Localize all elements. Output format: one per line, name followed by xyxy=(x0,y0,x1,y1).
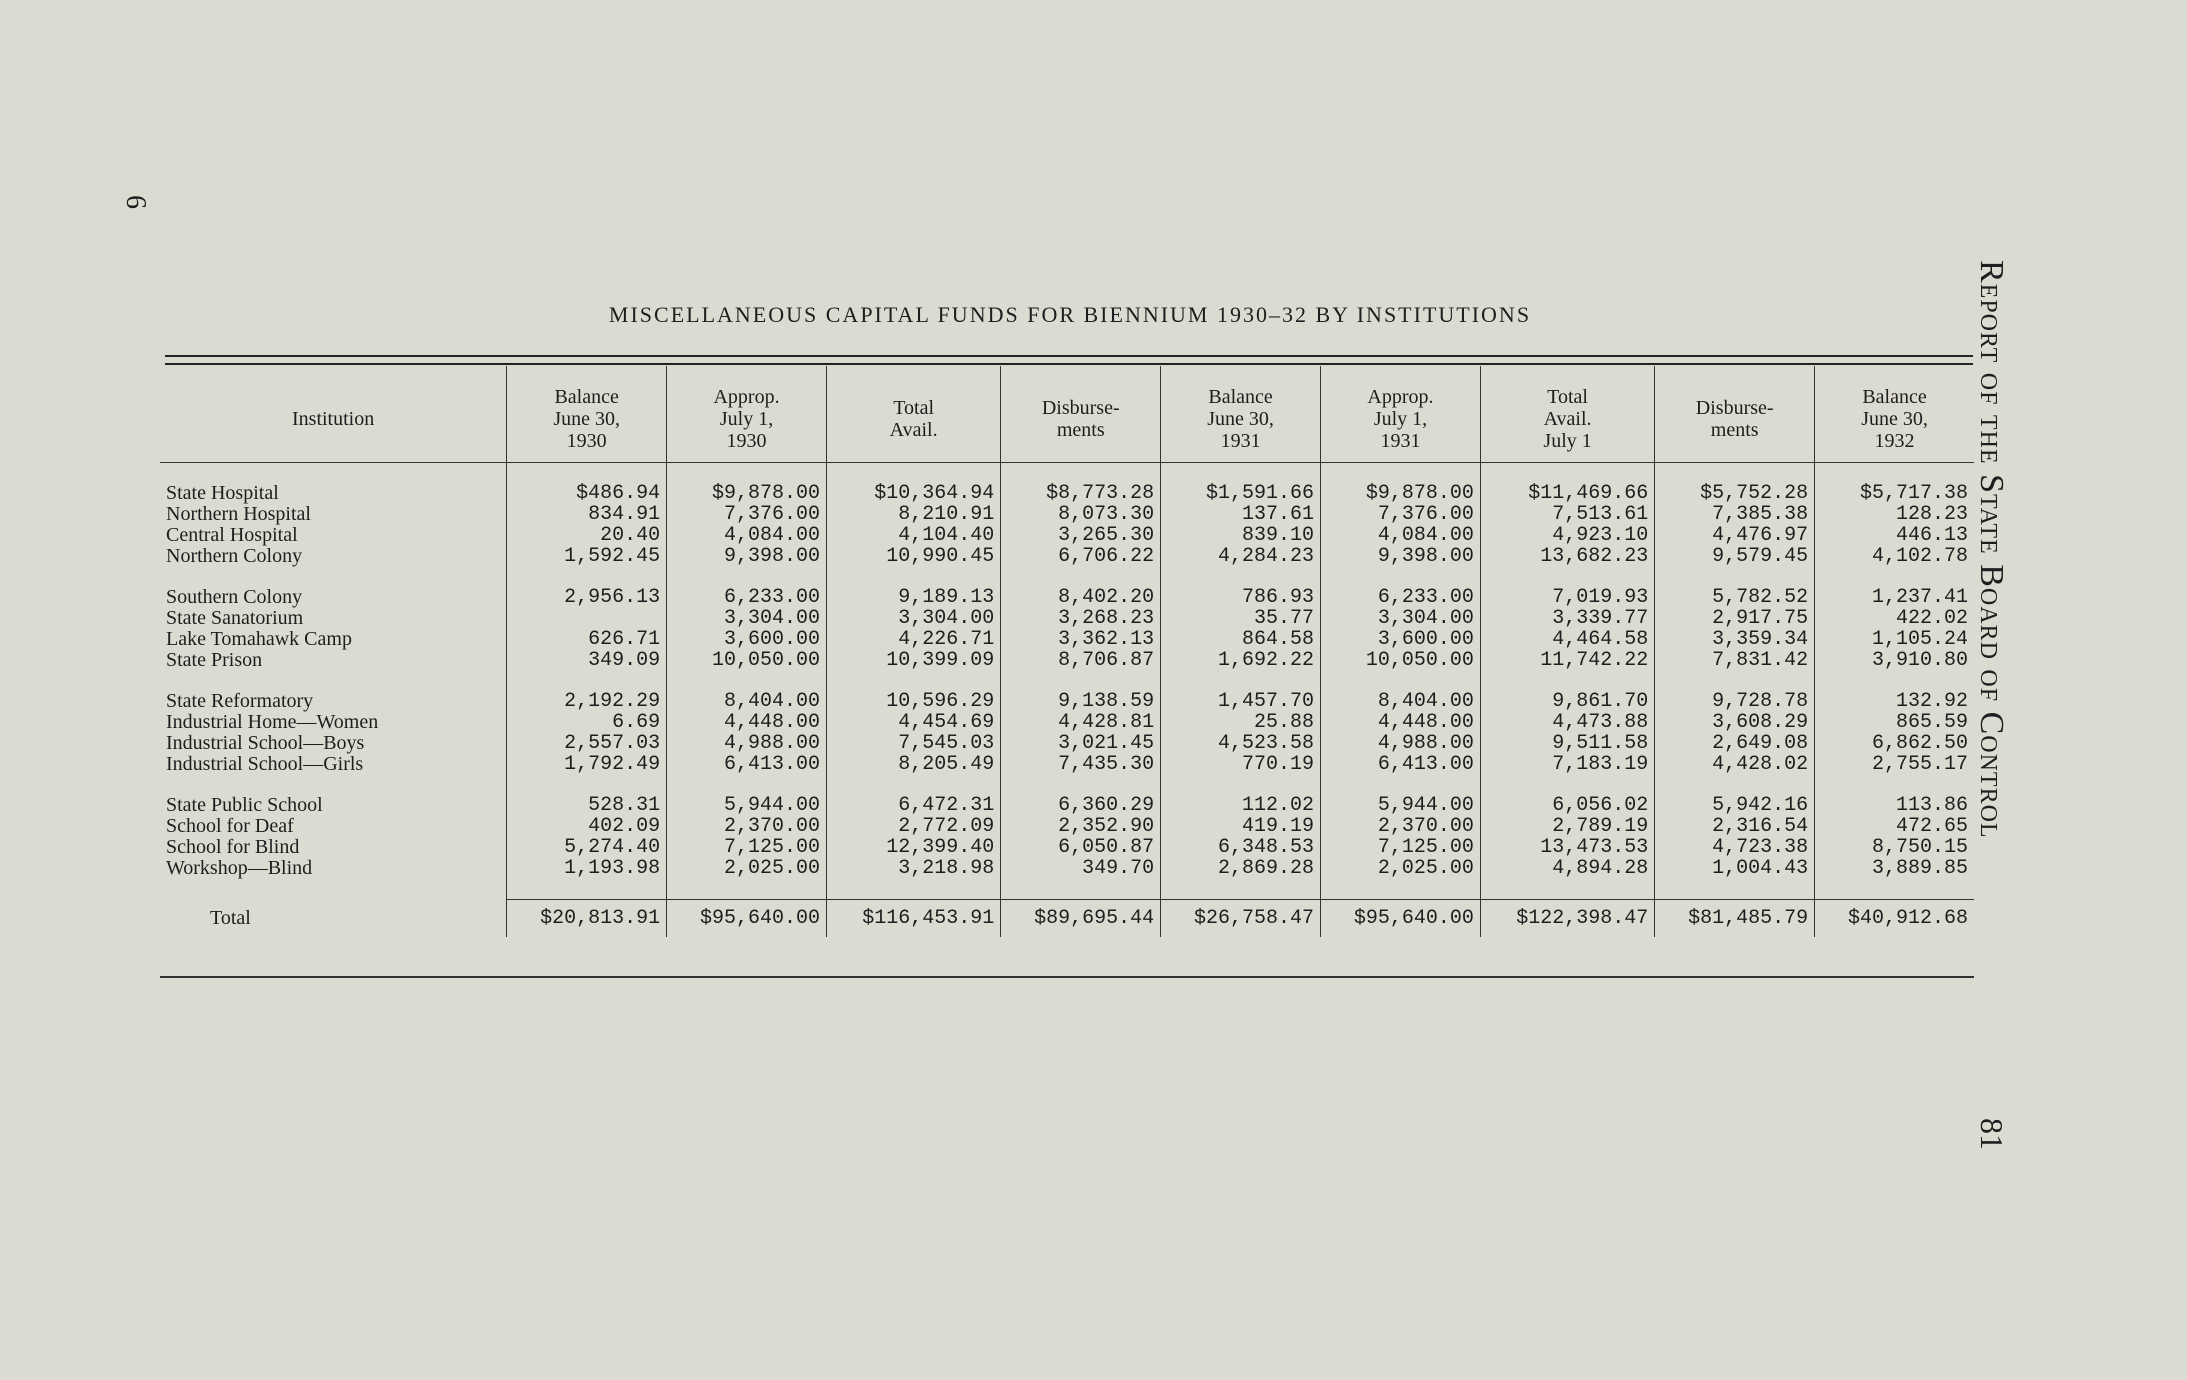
amount-cell: 4,473.88 xyxy=(1480,712,1654,733)
amount-cell: 528.31 xyxy=(507,795,667,816)
amount-cell: 10,399.09 xyxy=(826,650,1000,671)
table-row xyxy=(160,795,1974,816)
amount-cell: 6,348.53 xyxy=(1161,837,1321,858)
total-amount: $26,758.47 xyxy=(1161,900,1321,938)
amount-cell: 6,050.87 xyxy=(1001,837,1161,858)
amount-cell: 4,084.00 xyxy=(1321,525,1481,546)
amount-cell: 9,728.78 xyxy=(1655,691,1815,712)
amount-cell: 4,102.78 xyxy=(1815,546,1974,567)
spacer-cell xyxy=(667,671,827,691)
total-amount: $122,398.47 xyxy=(1480,900,1654,938)
amount-cell: 626.71 xyxy=(507,629,667,650)
amount-cell: 4,894.28 xyxy=(1480,858,1654,879)
amount-cell: 472.65 xyxy=(1815,816,1974,837)
spacer-cell xyxy=(160,671,507,691)
spacer-cell xyxy=(826,671,1000,691)
column-header: Disburse- ments xyxy=(1001,366,1161,463)
table-row xyxy=(160,733,1974,754)
amount-cell: 5,274.40 xyxy=(507,837,667,858)
table-row xyxy=(160,504,1974,525)
spacer-cell xyxy=(1655,463,1815,484)
amount-cell: 4,284.23 xyxy=(1161,546,1321,567)
table-row xyxy=(160,691,1974,712)
amount-cell: 6,862.50 xyxy=(1815,733,1974,754)
table-row xyxy=(160,608,1974,629)
group-spacer xyxy=(160,463,1974,484)
amount-cell: 422.02 xyxy=(1815,608,1974,629)
amount-cell: 3,265.30 xyxy=(1001,525,1161,546)
amount-cell: 2,755.17 xyxy=(1815,754,1974,775)
amount-cell: 3,304.00 xyxy=(826,608,1000,629)
amount-cell: 4,476.97 xyxy=(1655,525,1815,546)
amount-cell: 7,545.03 xyxy=(826,733,1000,754)
amount-cell: 4,988.00 xyxy=(1321,733,1481,754)
amount-cell: 6,233.00 xyxy=(667,587,827,608)
amount-cell: 2,772.09 xyxy=(826,816,1000,837)
page-number: 81 xyxy=(1974,1118,2010,1150)
institution-name: Workshop—Blind xyxy=(166,857,313,879)
bottom-rule xyxy=(160,976,1974,978)
spacer-cell xyxy=(1815,567,1974,587)
amount-cell: 4,104.40 xyxy=(826,525,1000,546)
amount-cell: 4,454.69 xyxy=(826,712,1000,733)
amount-cell: 3,021.45 xyxy=(1001,733,1161,754)
spacer-cell xyxy=(667,567,827,587)
amount-cell: 4,988.00 xyxy=(667,733,827,754)
amount-cell: 4,464.58 xyxy=(1480,629,1654,650)
column-header: Total Avail. xyxy=(826,366,1000,463)
amount-cell: 6,472.31 xyxy=(826,795,1000,816)
amount-cell: 6,413.00 xyxy=(667,754,827,775)
amount-cell: 839.10 xyxy=(1161,525,1321,546)
amount-cell: 2,025.00 xyxy=(1321,858,1481,879)
total-amount: $40,912.68 xyxy=(1815,900,1974,938)
amount-cell: 7,376.00 xyxy=(1321,504,1481,525)
amount-cell: 10,990.45 xyxy=(826,546,1000,567)
amount-cell: 7,376.00 xyxy=(667,504,827,525)
amount-cell: 8,404.00 xyxy=(667,691,827,712)
amount-cell: 5,942.16 xyxy=(1655,795,1815,816)
spacer-cell xyxy=(1480,671,1654,691)
amount-cell: 10,596.29 xyxy=(826,691,1000,712)
amount-cell: 112.02 xyxy=(1161,795,1321,816)
amount-cell: 8,706.87 xyxy=(1001,650,1161,671)
amount-cell: 1,193.98 xyxy=(507,858,667,879)
spacer-cell xyxy=(1001,879,1161,900)
amount-cell: 2,370.00 xyxy=(667,816,827,837)
amount-cell: 419.19 xyxy=(1161,816,1321,837)
spacer-cell xyxy=(507,463,667,484)
running-header-text: Report of the State Board of Control xyxy=(1973,260,2010,839)
spacer-cell xyxy=(1655,775,1815,795)
spacer-cell xyxy=(160,879,507,900)
amount-cell: 20.40 xyxy=(507,525,667,546)
amount-cell: 8,073.30 xyxy=(1001,504,1161,525)
table-row xyxy=(160,546,1974,567)
amount-cell: 5,782.52 xyxy=(1655,587,1815,608)
amount-cell: 349.09 xyxy=(507,650,667,671)
spacer-cell xyxy=(1321,879,1481,900)
institution-name: Central Hospital xyxy=(166,524,298,546)
column-header: Balance June 30, 1932 xyxy=(1815,366,1974,463)
spacer-cell xyxy=(1161,879,1321,900)
total-row xyxy=(160,900,1974,938)
spacer-cell xyxy=(1321,671,1481,691)
amount-cell: 8,210.91 xyxy=(826,504,1000,525)
amount-cell: $8,773.28 xyxy=(1001,483,1161,504)
table-body xyxy=(160,463,1974,938)
amount-cell: 6,706.22 xyxy=(1001,546,1161,567)
amount-cell xyxy=(507,608,667,629)
institution-name: Industrial School—Boys xyxy=(166,732,365,754)
column-header: Balance June 30, 1931 xyxy=(1161,366,1321,463)
amount-cell: $10,364.94 xyxy=(826,483,1000,504)
amount-cell: $486.94 xyxy=(507,483,667,504)
amount-cell: 2,557.03 xyxy=(507,733,667,754)
amount-cell: 3,218.98 xyxy=(826,858,1000,879)
institution-name: Industrial Home—Women xyxy=(166,711,379,733)
amount-cell: 786.93 xyxy=(1161,587,1321,608)
table-title: MISCELLANEOUS CAPITAL FUNDS FOR BIENNIUM 1930–32 BY INSTITUTIONS xyxy=(608,302,1532,327)
amount-cell: 3,268.23 xyxy=(1001,608,1161,629)
amount-cell: 1,457.70 xyxy=(1161,691,1321,712)
amount-cell: 1,792.49 xyxy=(507,754,667,775)
spacer-cell xyxy=(507,879,667,900)
amount-cell: 4,428.02 xyxy=(1655,754,1815,775)
table-row xyxy=(160,754,1974,775)
institution-name: Lake Tomahawk Camp xyxy=(166,628,352,650)
spacer-cell xyxy=(667,775,827,795)
spacer-cell xyxy=(507,567,667,587)
spacer-cell xyxy=(1655,879,1815,900)
group-spacer xyxy=(160,879,1974,900)
group-spacer xyxy=(160,775,1974,795)
amount-cell: 8,205.49 xyxy=(826,754,1000,775)
total-amount: $20,813.91 xyxy=(507,900,667,938)
institution-name: Northern Hospital xyxy=(166,503,311,525)
amount-cell: 3,304.00 xyxy=(1321,608,1481,629)
amount-cell: 3,359.34 xyxy=(1655,629,1815,650)
amount-cell: 3,339.77 xyxy=(1480,608,1654,629)
header-row xyxy=(160,366,1974,463)
spacer-cell xyxy=(1815,775,1974,795)
amount-cell: 3,600.00 xyxy=(1321,629,1481,650)
amount-cell: 2,025.00 xyxy=(667,858,827,879)
amount-cell: 349.70 xyxy=(1001,858,1161,879)
spacer-cell xyxy=(1161,671,1321,691)
amount-cell: 4,448.00 xyxy=(667,712,827,733)
spacer-cell xyxy=(1161,463,1321,484)
amount-cell: 3,910.80 xyxy=(1815,650,1974,671)
spacer-cell xyxy=(826,879,1000,900)
institution-name: School for Blind xyxy=(166,836,300,858)
group-spacer xyxy=(160,567,1974,587)
amount-cell: 128.23 xyxy=(1815,504,1974,525)
spacer-cell xyxy=(826,775,1000,795)
amount-cell: 25.88 xyxy=(1161,712,1321,733)
amount-cell: 3,362.13 xyxy=(1001,629,1161,650)
spacer-cell xyxy=(1321,775,1481,795)
amount-cell: 9,511.58 xyxy=(1480,733,1654,754)
amount-cell: 2,370.00 xyxy=(1321,816,1481,837)
amount-cell: 9,189.13 xyxy=(826,587,1000,608)
amount-cell: 9,138.59 xyxy=(1001,691,1161,712)
column-header: Approp. July 1, 1930 xyxy=(667,366,827,463)
amount-cell: 7,435.30 xyxy=(1001,754,1161,775)
spacer-cell xyxy=(1655,567,1815,587)
amount-cell: 132.92 xyxy=(1815,691,1974,712)
group-spacer xyxy=(160,671,1974,691)
amount-cell: 1,004.43 xyxy=(1655,858,1815,879)
spacer-cell xyxy=(1001,567,1161,587)
column-header: Disburse- ments xyxy=(1655,366,1815,463)
spacer-cell xyxy=(507,671,667,691)
amount-cell: 4,723.38 xyxy=(1655,837,1815,858)
spacer-cell xyxy=(1001,775,1161,795)
amount-cell: 446.13 xyxy=(1815,525,1974,546)
column-header: Total Avail. July 1 xyxy=(1480,366,1654,463)
spacer-cell xyxy=(160,463,507,484)
amount-cell: $5,717.38 xyxy=(1815,483,1974,504)
amount-cell: 2,917.75 xyxy=(1655,608,1815,629)
amount-cell: 4,523.58 xyxy=(1161,733,1321,754)
amount-cell: $9,878.00 xyxy=(1321,483,1481,504)
amount-cell: 2,649.08 xyxy=(1655,733,1815,754)
table-row xyxy=(160,629,1974,650)
amount-cell: $9,878.00 xyxy=(667,483,827,504)
amount-cell: 8,404.00 xyxy=(1321,691,1481,712)
table-row xyxy=(160,525,1974,546)
amount-cell: 834.91 xyxy=(507,504,667,525)
top-double-rule xyxy=(165,355,1973,365)
amount-cell: 3,889.85 xyxy=(1815,858,1974,879)
institution-name: State Prison xyxy=(166,649,263,671)
spacer-cell xyxy=(1480,879,1654,900)
amount-cell: 865.59 xyxy=(1815,712,1974,733)
amount-cell: 4,226.71 xyxy=(826,629,1000,650)
amount-cell: 7,513.61 xyxy=(1480,504,1654,525)
amount-cell: 2,316.54 xyxy=(1655,816,1815,837)
amount-cell: 7,385.38 xyxy=(1655,504,1815,525)
amount-cell: 770.19 xyxy=(1161,754,1321,775)
amount-cell: 3,608.29 xyxy=(1655,712,1815,733)
amount-cell: $5,752.28 xyxy=(1655,483,1815,504)
amount-cell: 4,923.10 xyxy=(1480,525,1654,546)
institution-name: Southern Colony xyxy=(166,586,303,608)
spacer-cell xyxy=(160,567,507,587)
total-amount: $116,453.91 xyxy=(826,900,1000,938)
table-row xyxy=(160,858,1974,879)
spacer-cell xyxy=(1815,879,1974,900)
total-amount: $81,485.79 xyxy=(1655,900,1815,938)
amount-cell: 13,473.53 xyxy=(1480,837,1654,858)
amount-cell: 12,399.40 xyxy=(826,837,1000,858)
spacer-cell xyxy=(826,463,1000,484)
spacer-cell xyxy=(1480,463,1654,484)
amount-cell: 7,125.00 xyxy=(667,837,827,858)
amount-cell: 11,742.22 xyxy=(1480,650,1654,671)
amount-cell: 864.58 xyxy=(1161,629,1321,650)
amount-cell: 6,056.02 xyxy=(1480,795,1654,816)
amount-cell: 7,019.93 xyxy=(1480,587,1654,608)
spacer-cell xyxy=(667,879,827,900)
amount-cell: 7,183.19 xyxy=(1480,754,1654,775)
institution-name: State Hospital xyxy=(166,482,279,504)
column-header: Institution xyxy=(160,366,507,463)
column-header: Balance June 30, 1930 xyxy=(507,366,667,463)
amount-cell: 3,600.00 xyxy=(667,629,827,650)
amount-cell: $1,591.66 xyxy=(1161,483,1321,504)
amount-cell: 2,956.13 xyxy=(507,587,667,608)
amount-cell: 9,579.45 xyxy=(1655,546,1815,567)
institution-name: State Reformatory xyxy=(166,690,314,712)
amount-cell: 2,192.29 xyxy=(507,691,667,712)
amount-cell: $11,469.66 xyxy=(1480,483,1654,504)
amount-cell: 2,789.19 xyxy=(1480,816,1654,837)
amount-cell: 6,413.00 xyxy=(1321,754,1481,775)
spacer-cell xyxy=(1815,463,1974,484)
amount-cell: 1,592.45 xyxy=(507,546,667,567)
spacer-cell xyxy=(1655,671,1815,691)
amount-cell: 1,237.41 xyxy=(1815,587,1974,608)
total-amount: $95,640.00 xyxy=(1321,900,1481,938)
total-amount: $95,640.00 xyxy=(667,900,827,938)
amount-cell: 6,233.00 xyxy=(1321,587,1481,608)
amount-cell: 3,304.00 xyxy=(667,608,827,629)
spacer-cell xyxy=(1480,567,1654,587)
institution-name: State Sanatorium xyxy=(166,607,304,629)
amount-cell: 4,084.00 xyxy=(667,525,827,546)
spacer-cell xyxy=(826,567,1000,587)
spacer-cell xyxy=(1001,463,1161,484)
spacer-cell xyxy=(507,775,667,795)
amount-cell: 10,050.00 xyxy=(667,650,827,671)
spacer-cell xyxy=(160,775,507,795)
spacer-cell xyxy=(1321,463,1481,484)
total-amount: $89,695.44 xyxy=(1001,900,1161,938)
amount-cell: 9,398.00 xyxy=(667,546,827,567)
table-row xyxy=(160,650,1974,671)
spacer-cell xyxy=(1321,567,1481,587)
amount-cell: 402.09 xyxy=(507,816,667,837)
amount-cell: 35.77 xyxy=(1161,608,1321,629)
corner-number: 6 xyxy=(120,195,151,209)
spacer-cell xyxy=(1161,775,1321,795)
amount-cell: 5,944.00 xyxy=(1321,795,1481,816)
amount-cell: 4,448.00 xyxy=(1321,712,1481,733)
institution-name: Industrial School—Girls xyxy=(166,753,364,775)
spacer-cell xyxy=(1480,775,1654,795)
amount-cell: 6.69 xyxy=(507,712,667,733)
spacer-cell xyxy=(1001,671,1161,691)
table-row xyxy=(160,712,1974,733)
running-header xyxy=(1973,260,2050,1020)
table-row xyxy=(160,816,1974,837)
amount-cell: 7,831.42 xyxy=(1655,650,1815,671)
spacer-cell xyxy=(667,463,827,484)
amount-cell: 2,869.28 xyxy=(1161,858,1321,879)
institution-name: School for Deaf xyxy=(166,815,294,837)
amount-cell: 7,125.00 xyxy=(1321,837,1481,858)
table-row xyxy=(160,483,1974,504)
amount-cell: 8,750.15 xyxy=(1815,837,1974,858)
amount-cell: 8,402.20 xyxy=(1001,587,1161,608)
amount-cell: 2,352.90 xyxy=(1001,816,1161,837)
amount-cell: 9,861.70 xyxy=(1480,691,1654,712)
table-row xyxy=(160,587,1974,608)
amount-cell: 13,682.23 xyxy=(1480,546,1654,567)
amount-cell: 9,398.00 xyxy=(1321,546,1481,567)
amount-cell: 5,944.00 xyxy=(667,795,827,816)
institution-name: Northern Colony xyxy=(166,545,303,567)
amount-cell: 6,360.29 xyxy=(1001,795,1161,816)
institution-name: State Public School xyxy=(166,794,323,816)
amount-cell: 113.86 xyxy=(1815,795,1974,816)
amount-cell: 4,428.81 xyxy=(1001,712,1161,733)
amount-cell: 1,105.24 xyxy=(1815,629,1974,650)
spacer-cell xyxy=(1161,567,1321,587)
amount-cell: 1,692.22 xyxy=(1161,650,1321,671)
capital-funds-table xyxy=(160,366,1974,937)
amount-cell: 137.61 xyxy=(1161,504,1321,525)
column-header: Approp. July 1, 1931 xyxy=(1321,366,1481,463)
table-row xyxy=(160,837,1974,858)
amount-cell: 10,050.00 xyxy=(1321,650,1481,671)
spacer-cell xyxy=(1815,671,1974,691)
total-label: Total xyxy=(210,906,251,929)
